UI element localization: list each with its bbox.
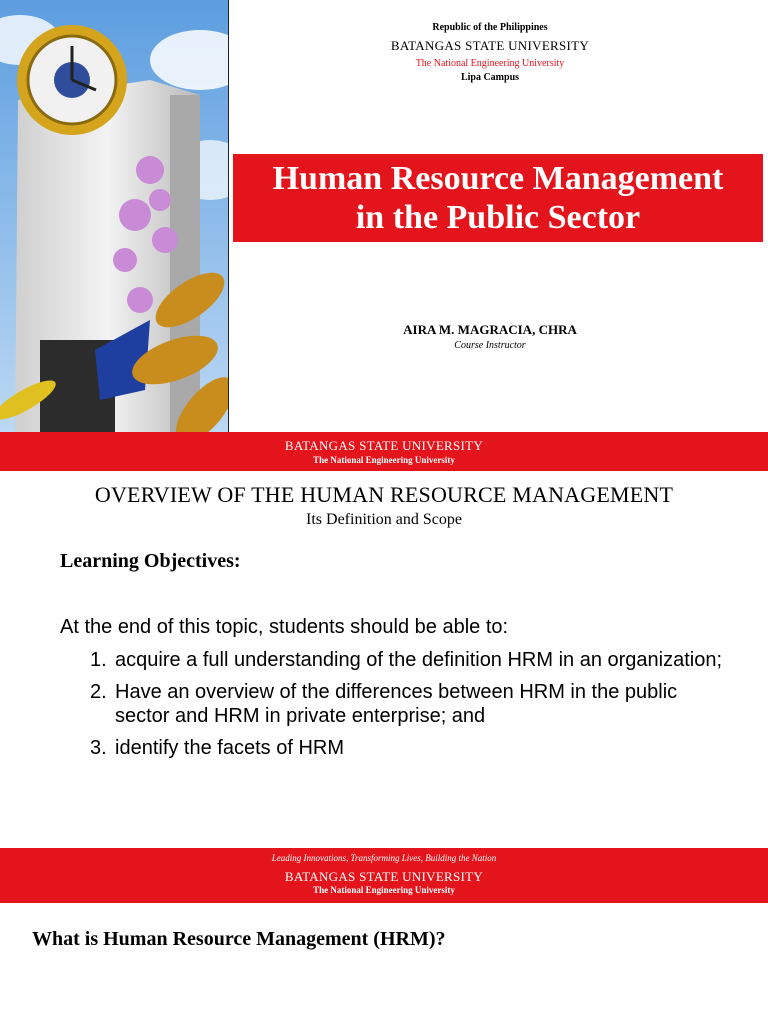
university-tagline: The National Engineering University	[415, 58, 565, 69]
band-university-tagline: The National Engineering University	[313, 885, 455, 895]
campus-label: Lipa Campus	[460, 72, 520, 83]
slide-title-banner	[233, 154, 763, 242]
section-subtitle: Its Definition and Scope	[306, 511, 462, 528]
band-motto: Leading Innovations, Transforming Lives, Building the Nation	[271, 853, 497, 863]
slide-title-line-1: Human Resource Management	[272, 160, 724, 197]
objectives-heading: Learning Objectives:	[60, 550, 241, 572]
band-university-name: BATANGAS STATE UNIVERSITY	[284, 869, 484, 884]
list-item-number: 3.	[90, 737, 107, 759]
band-university-name: BATANGAS STATE UNIVERSITY	[284, 438, 484, 453]
instructor-name: AIRA M. MAGRACIA, CHRA	[403, 322, 577, 337]
footer-band	[0, 848, 768, 903]
objectives-list	[90, 648, 730, 768]
clock-tower-photo	[0, 0, 228, 432]
list-item-text: acquire a full understanding of the definition HRM in an organization;	[115, 649, 723, 671]
list-item	[90, 648, 730, 672]
list-item-number: 1.	[90, 649, 107, 671]
university-name: BATANGAS STATE UNIVERSITY	[390, 38, 590, 53]
republic-label: Republic of the Philippines	[432, 22, 548, 33]
instructor-role: Course Instructor	[454, 340, 526, 351]
question-heading: What is Human Resource Management (HRM)?	[32, 928, 446, 950]
slide-title-line-2: in the Public Sector	[355, 199, 641, 236]
divider	[228, 0, 229, 432]
band-university-tagline: The National Engineering University	[313, 455, 455, 465]
objectives-intro: At the end of this topic, students should be able to:	[60, 616, 509, 638]
list-item	[90, 736, 730, 760]
list-item-text: identify the facets of HRM	[115, 737, 344, 759]
list-item-number: 2.	[90, 681, 107, 703]
list-item	[90, 680, 730, 728]
section-title: OVERVIEW OF THE HUMAN RESOURCE MANAGEMENT	[94, 482, 674, 507]
list-item-text: Have an overview of the differences between HRM in the public sector and HRM in private enterprise; and	[115, 681, 678, 727]
footer-band	[0, 432, 768, 471]
